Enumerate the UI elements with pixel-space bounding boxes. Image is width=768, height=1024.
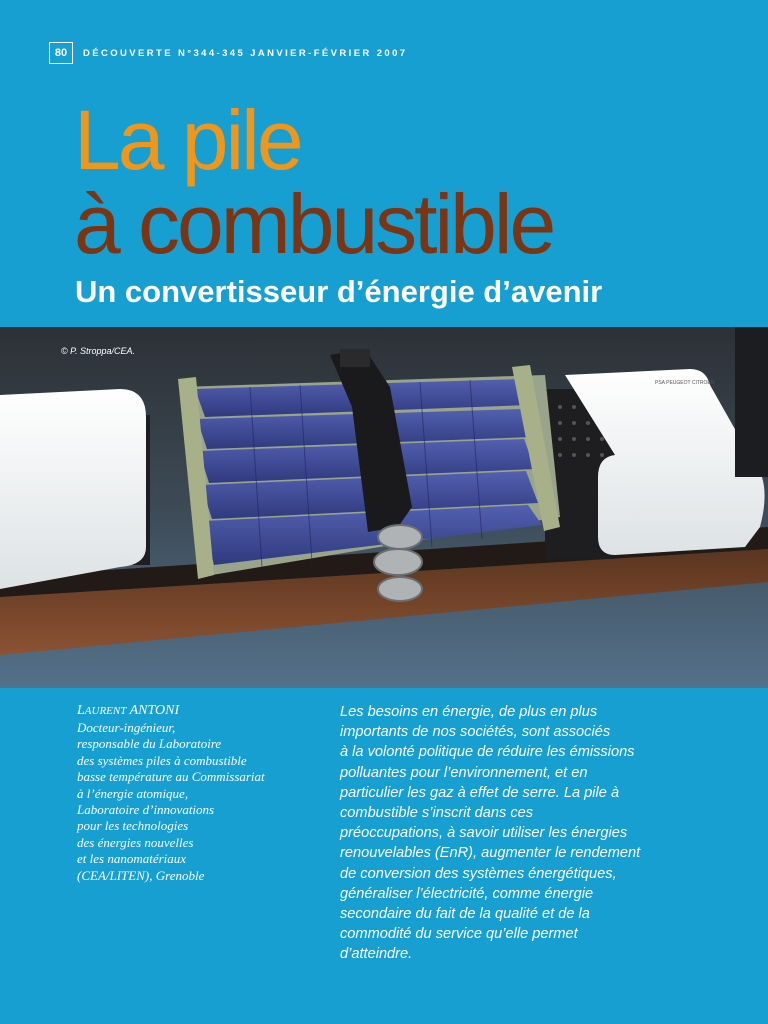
running-head: DÉCOUVERTE N°344-345 JANVIER-FÉVRIER 2007 (83, 47, 408, 59)
page-number: 80 (49, 42, 73, 64)
fuel-cell-photo (0, 327, 768, 688)
lead-line: particulier les gaz à effet de serre. La pile à (340, 784, 620, 801)
bio-line: basse température au Commissariat (77, 769, 265, 785)
bio-line: (CEA/LITEN), Grenoble (77, 867, 205, 883)
lead-line: importants de nos sociétés, sont associés (340, 724, 611, 741)
bio-line: Docteur-ingénieur, (77, 720, 176, 735)
lead-line: préoccupations, à savoir utiliser les énergies (340, 825, 628, 842)
bio-line: responsable du Laboratoire (77, 736, 222, 752)
lead-line: à la volonté politique de réduire les émissions (340, 744, 635, 761)
lead-line: polluantes pour l’environnement, et en (340, 764, 588, 781)
bio-line: à l’énergie atomique, (77, 785, 189, 801)
author-bio (77, 720, 327, 884)
lead-paragraph (340, 702, 710, 965)
lead-line: de conversion des systèmes énergétiques, (340, 865, 617, 882)
device-label: PSA PEUGEOT CITROËN (655, 380, 715, 386)
bio-line: Laboratoire d’innovations (77, 802, 215, 818)
photo-credit: © P. Stroppa/CEA. (61, 346, 136, 356)
page-header (49, 42, 407, 64)
lead-line: généraliser l’électricité, comme énergie (340, 885, 594, 902)
title-line-2: à combustible (74, 177, 554, 271)
title-line-1: La pile (74, 93, 301, 187)
lead-line: Les besoins en énergie, de plus en plus (340, 704, 598, 720)
lead-line: commodité du service qu’elle permet (340, 926, 578, 943)
lead-line: combustible s’inscrit dans ces (340, 805, 534, 822)
bio-line: des systèmes piles à combustible (77, 752, 247, 768)
lead-line: secondaire du fait de la qualité et de la (340, 906, 590, 923)
bio-line: et les nanomatériaux (77, 851, 187, 867)
author-block (77, 702, 327, 884)
lead-line: d’atteindre. (340, 946, 413, 963)
bio-line: pour les technologies (77, 818, 189, 834)
lead-line: renouvelables (EnR), augmenter le rendement (340, 845, 641, 862)
author-name: LAURENT ANTONI (77, 703, 180, 718)
subtitle: Un convertisseur d’énergie d’avenir (75, 274, 603, 309)
bio-line: des énergies nouvelles (77, 834, 194, 850)
